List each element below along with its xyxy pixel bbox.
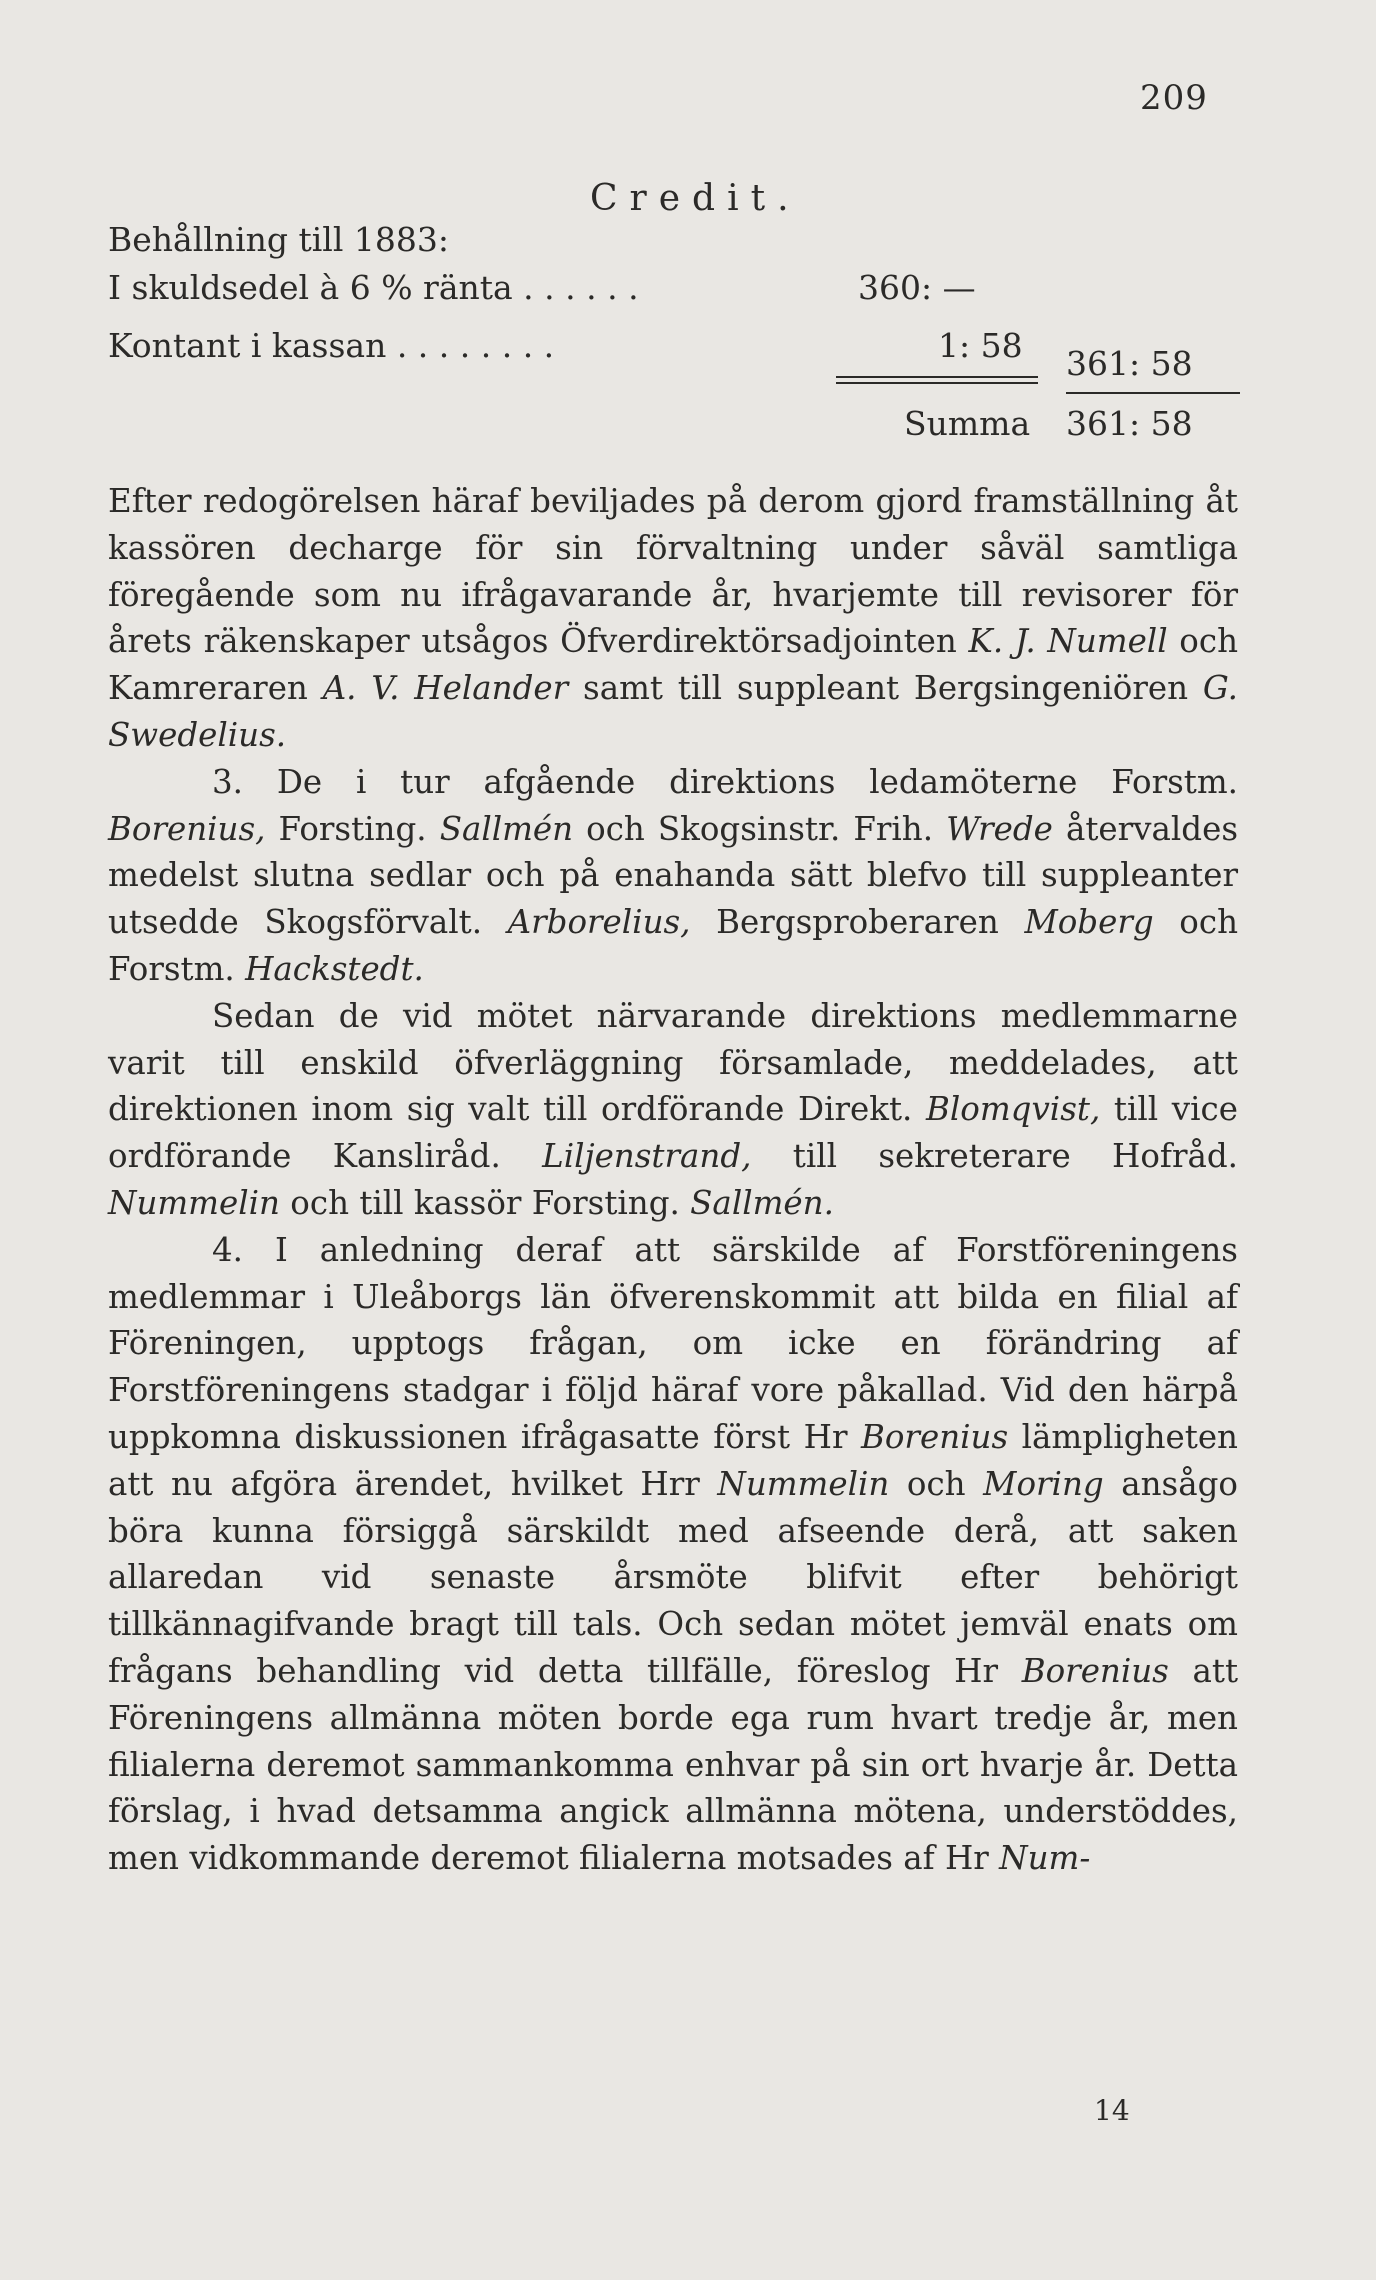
bond-amount: 360: — <box>858 268 976 307</box>
cash-label: Kontant i kassan . . . . . . . . <box>108 326 555 365</box>
text-run: och <box>889 1464 984 1503</box>
page-number: 209 <box>1140 78 1208 118</box>
italic-name: A. V. Helander <box>322 669 569 708</box>
summa-label: Summa <box>904 404 1031 443</box>
italic-name: Liljenstrand, <box>542 1137 752 1176</box>
text-run: Sedan de vid mötet närvarande direktions medlemmarne varit till enskild öfverläggning församlade, meddelades, att direktionen inom sig valt till ordförande Direkt. <box>108 996 1238 1129</box>
paragraph <box>108 478 1238 759</box>
italic-name: Hackstedt. <box>245 949 424 988</box>
subtotal-rule <box>836 376 1038 378</box>
balance-heading: Behållning till 1883: <box>108 220 450 259</box>
text-run: till vice ordförande Kansliråd. <box>108 1090 1238 1176</box>
text-run: och till kassör Forsting. <box>279 1183 691 1222</box>
italic-name: Moring <box>983 1464 1104 1503</box>
text-run: 4. I anledning deraf att särskilde af Forstföreningens medlemmar i Uleåborgs län öfverenskommit att bilda en filial af Föreningen, upptogs frågan, om icke en förändring af Forstföreningens stadgar i följd häraf vore påkallad. Vid den härpå uppkomna diskussionen ifrågasatte först Hr <box>108 1230 1238 1456</box>
text-run: Bergsproberaren <box>690 903 1025 942</box>
bond-label: I skuldsedel à 6 % ränta . . . . . . <box>108 268 639 307</box>
text-run: Forsting. <box>265 809 440 848</box>
text-run: Efter redogörelsen häraf beviljades på derom gjord framställning åt kassören decharge för sin förvaltning under såväl samtliga föregående som nu ifrågavarande år, hvarjemte till revisorer för årets räkenskaper utsågos Öfverdirektörsadjointen <box>108 482 1238 661</box>
summa-amount: 361: 58 <box>1066 404 1193 443</box>
credit-title: Credit. <box>590 178 801 219</box>
paragraph <box>108 993 1238 1227</box>
text-run: att Föreningens allmänna möten borde ega rum hvart tredje år, men filialerna deremot sammankomma enhvar på sin ort hvarje år. Detta förslag, i hvad detsamma angick allmänna mötena, understöddes, men vidkommande deremot filialerna motsades af Hr <box>108 1651 1239 1878</box>
italic-name: Nummelin <box>717 1464 890 1503</box>
paragraph <box>108 759 1238 993</box>
total-rule <box>1066 392 1240 394</box>
text-run: och Kamreraren <box>108 622 1239 708</box>
italic-name: Moberg <box>1024 903 1154 942</box>
text-run: och Skogsinstr. Frih. <box>573 809 947 848</box>
body-text <box>108 478 1238 1882</box>
italic-name: Wrede <box>946 809 1053 848</box>
cash-amount: 1: 58 <box>938 326 1023 365</box>
italic-name: Blomqvist, <box>925 1090 1101 1129</box>
italic-name: Arborelius, <box>507 903 691 942</box>
italic-name: Sallmén. <box>690 1183 834 1222</box>
signature-mark: 14 <box>1094 2094 1130 2127</box>
paragraph <box>108 1227 1238 1882</box>
text-run: lämpligheten att nu afgöra ärendet, hvilket Hrr <box>108 1417 1238 1503</box>
text-run: till sekreterare Hofråd. <box>751 1137 1238 1176</box>
text-run: 3. De i tur afgående direktions ledamöterne Forstm. <box>212 762 1238 801</box>
text-run: ansågo böra kunna försiggå särskildt med afseende derå, att saken allaredan vid senaste årsmöte blifvit efter behörigt tillkännagifvande bragt till tals. Och sedan mötet jemväl enats om frågans behandling vid detta tillfälle, föreslog Hr <box>108 1464 1238 1690</box>
italic-name: Num- <box>999 1839 1091 1878</box>
italic-name: G. Swedelius. <box>108 669 1239 754</box>
text-run: återvaldes medelst slutna sedlar och på enahanda sätt blefvo till suppleanter utsedde Skogsförvalt. <box>108 809 1238 942</box>
text-run: och Forstm. <box>108 903 1238 988</box>
italic-name: Borenius <box>860 1417 1009 1456</box>
italic-name: Borenius, <box>108 809 266 848</box>
subtotal-rule-double <box>836 382 1038 384</box>
italic-name: Nummelin <box>108 1183 280 1222</box>
text-run: samt till suppleant Bergsingeniören <box>568 669 1203 708</box>
italic-name: Sallmén <box>439 809 574 848</box>
cash-total: 361: 58 <box>1066 344 1193 383</box>
italic-name: Borenius <box>1021 1651 1169 1690</box>
italic-name: K. J. Numell <box>968 622 1168 661</box>
